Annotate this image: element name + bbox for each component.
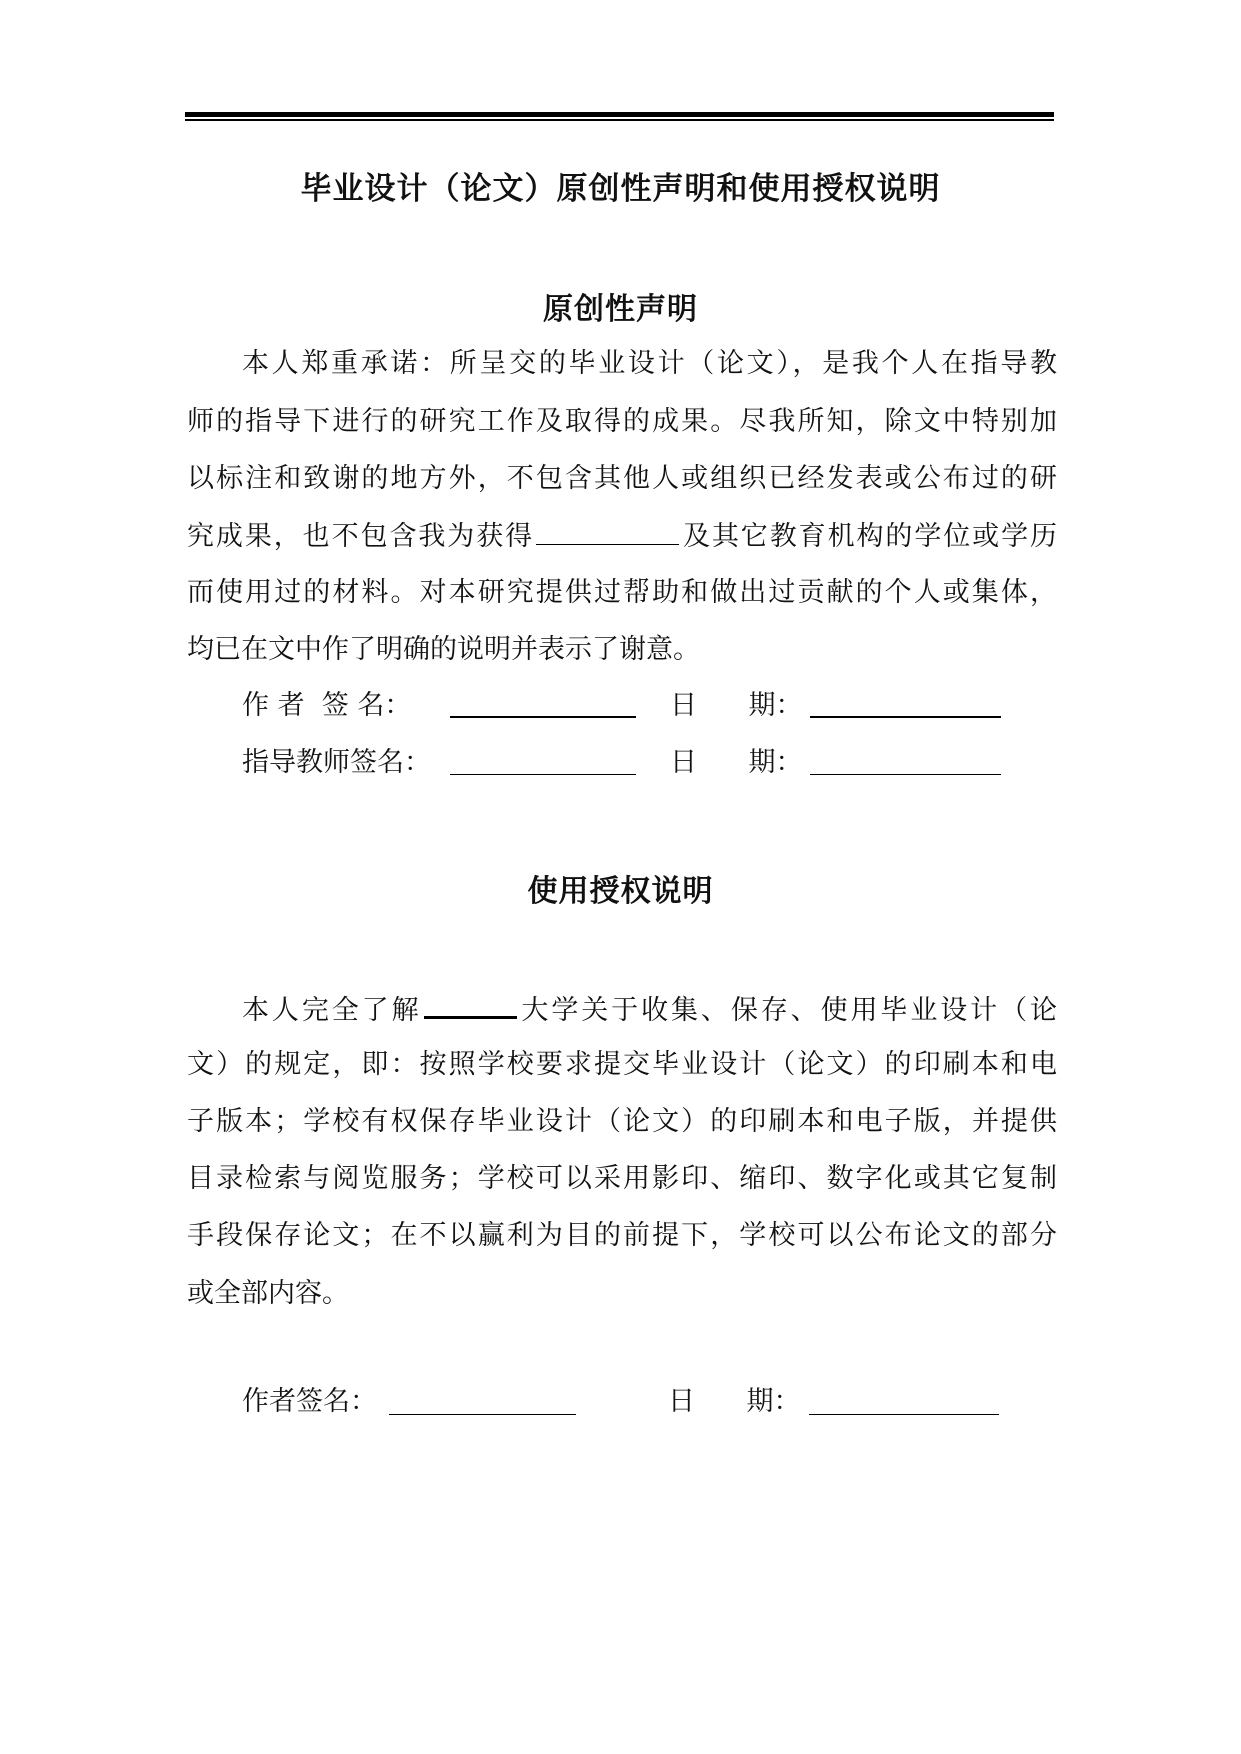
author-date-field[interactable]: [810, 716, 1001, 718]
header-rule-bottom: [185, 119, 1054, 121]
originality-line-5: 而使用过的材料。对本研究提供过帮助和做出过贡献的个人或集体，: [187, 577, 1057, 608]
authorization-line-1-suffix: 大学关于收集、保存、使用毕业设计（论: [518, 995, 1057, 1026]
originality-line-2: 师的指导下进行的研究工作及取得的成果。尽我所知，除文中特别加: [187, 406, 1057, 437]
authorization-line-6: 或全部内容。: [187, 1278, 349, 1309]
authorization-line-3: 子版本；学校有权保存毕业设计（论文）的印刷本和电子版，并提供: [187, 1106, 1057, 1137]
authorization-line-4: 目录检索与阅览服务；学校可以采用影印、缩印、数字化或其它复制: [187, 1163, 1057, 1194]
originality-line-3: 以标注和致谢的地方外，不包含其他人或组织已经发表或公布过的研: [187, 463, 1057, 494]
authorization-heading: 使用授权说明: [527, 874, 714, 909]
header-rule-top: [185, 112, 1054, 117]
advisor-signature-label: 指导教师签名：: [242, 747, 431, 778]
authorization-author-signature-field[interactable]: [389, 1414, 576, 1415]
advisor-signature-field[interactable]: [450, 774, 636, 775]
author-signature-field[interactable]: [450, 716, 636, 718]
document-title: 毕业设计（论文）原创性声明和使用授权说明: [300, 171, 941, 207]
originality-line-4-suffix: 及其它教育机构的学位或学历: [681, 521, 1058, 552]
author-date-label: 日 期：: [670, 690, 803, 721]
authorization-author-signature-label: 作者签名：: [242, 1386, 377, 1417]
authorization-line-2: 文）的规定，即：按照学校要求提交毕业设计（论文）的印刷本和电: [187, 1049, 1057, 1080]
authorization-date-label: 日 期：: [668, 1386, 801, 1417]
advisor-date-label: 日 期：: [670, 747, 803, 778]
advisor-date-field[interactable]: [810, 774, 1001, 775]
originality-line-4-prefix: 究成果，也不包含我为获得: [187, 521, 535, 552]
university-blank[interactable]: [424, 990, 517, 1019]
authorization-line-5: 手段保存论文；在不以赢利为目的前提下，学校可以公布论文的部分: [187, 1220, 1057, 1251]
author-signature-label: 作 者 签 名：: [242, 690, 412, 721]
originality-heading: 原创性声明: [543, 292, 698, 327]
authorization-line-1-prefix: 本人完全了解: [242, 995, 422, 1026]
authorization-line-1: [242, 990, 1057, 1029]
originality-line-4: [187, 518, 1057, 555]
originality-line-6: 均已在文中作了明确的说明并表示了谢意。: [187, 634, 700, 665]
originality-line-1: 本人郑重承诺：所呈交的毕业设计（论文），是我个人在指导教: [242, 348, 1057, 379]
authorization-date-field[interactable]: [809, 1414, 999, 1415]
institution-blank[interactable]: [536, 518, 679, 545]
